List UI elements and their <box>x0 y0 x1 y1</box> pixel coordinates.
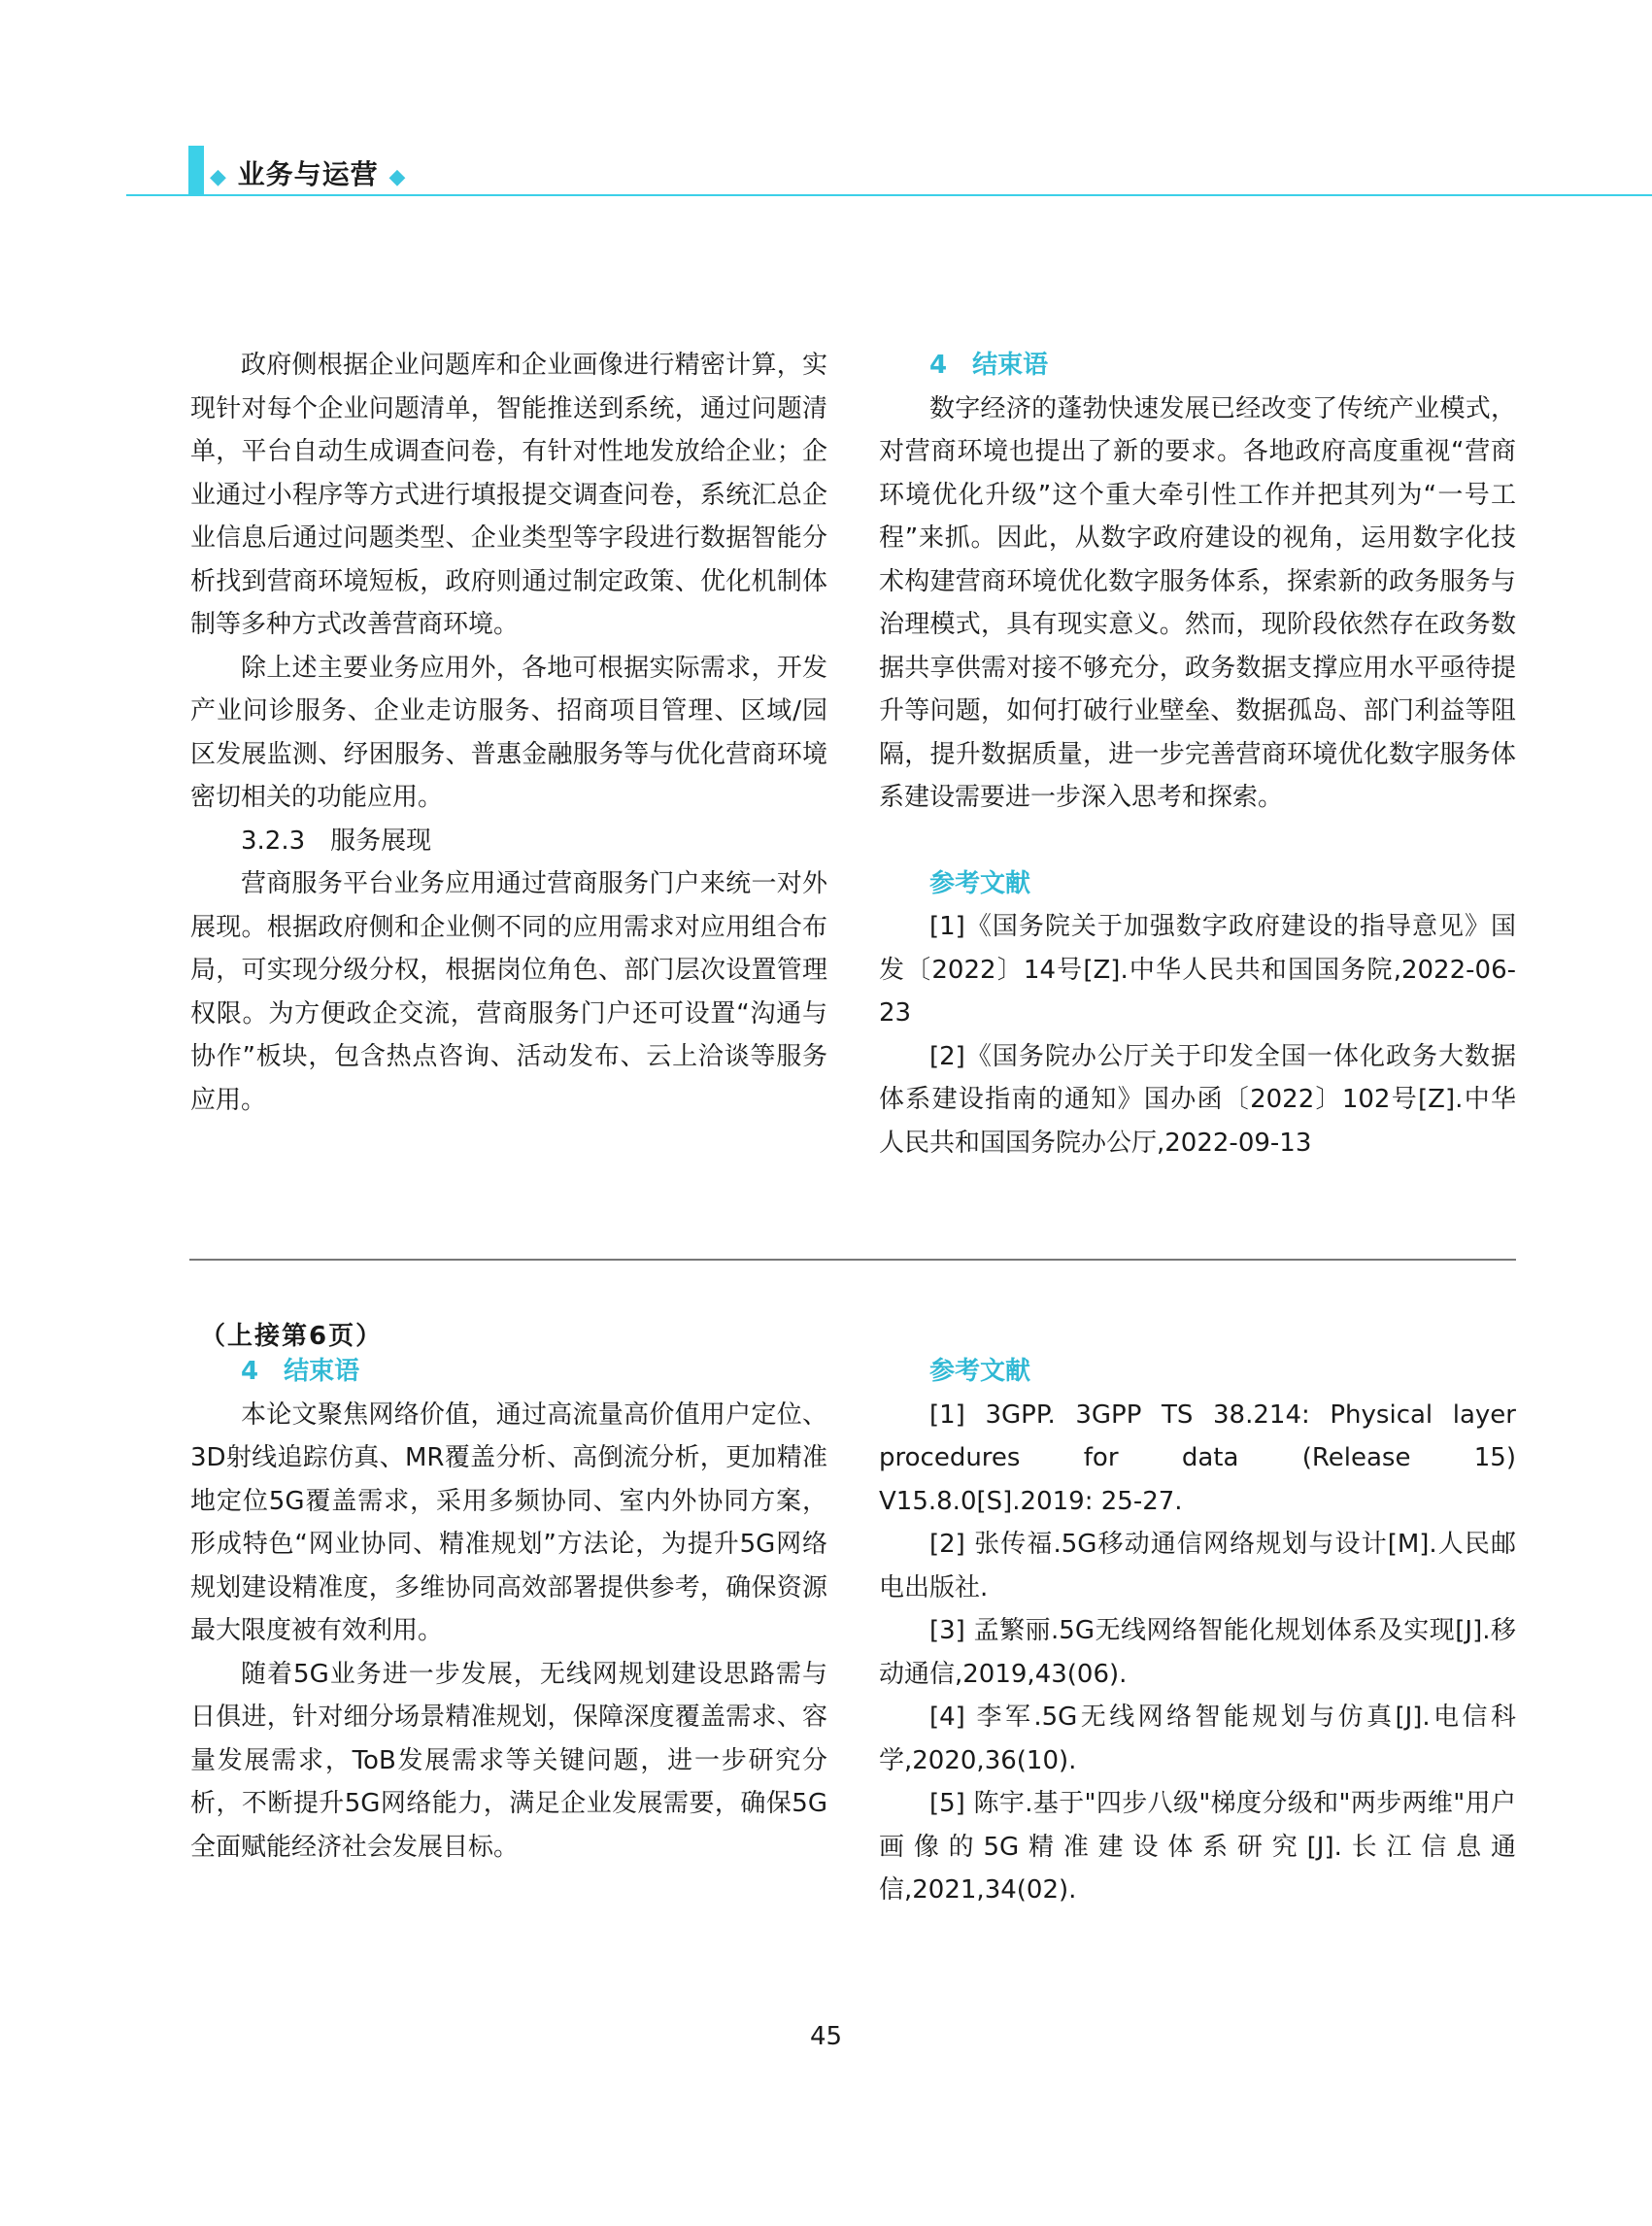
reference-item: [3] 孟繁丽.5G无线网络智能化规划体系及实现[J].移动通信,2019,43(06). <box>879 1616 1516 1689</box>
paragraph: 营商服务平台业务应用通过营商服务门户来统一对外展现。根据政府侧和企业侧不同的应用需求对应用组合布局，可实现分级分权，根据岗位角色、部门层次设置管理权限。为方便政企交流，营商服务门户还可设置“沟通与协作”板块，包含热点咨询、活动发布、云上洽谈等服务应用。 <box>190 869 827 1115</box>
references-heading: 参考文献 <box>929 868 1031 898</box>
conclusion-heading: 4 结束语 <box>241 1357 360 1386</box>
paragraph: 政府侧根据企业问题库和企业画像进行精密计算，实现针对每个企业问题清单，智能推送到系统，通过问题清单，平台自动生成调查问卷，有针对性地发放给企业；企业通过小程序等方式进行填报提交调查问卷，系统汇总企业信息后通过问题类型、企业类型等字段进行数据智能分析找到营商环境短板，政府则通过制定政策、优化机制体制等多种方式改善营商环境。 <box>190 351 827 639</box>
reference-item: [2]《国务院办公厅关于印发全国一体化政务大数据体系建设指南的通知》国办函〔2022〕102号[Z].中华人民共和国国务院办公厅,2022-09-13 <box>879 1041 1516 1158</box>
continued-note: （上接第6页） <box>200 1322 384 1351</box>
reference-item: [2] 张传福.5G移动通信网络规划与设计[M].人民邮电出版社. <box>879 1530 1516 1602</box>
paragraph: 随着5G业务进一步发展，无线网规划建设思路需与日俱进，针对细分场景精准规划，保障深度覆盖需求、容量发展需求，ToB发展需求等关键问题，进一步研究分析，不断提升5G网络能力，满足企业发展需要，确保5G全面赋能经济社会发展目标。 <box>190 1659 827 1862</box>
paragraph: 除上述主要业务应用外，各地可根据实际需求，开发产业问诊服务、企业走访服务、招商项目管理、区域/园区发展监测、纾困服务、普惠金融服务等与优化营商环境密切相关的功能应用。 <box>190 653 827 812</box>
conclusion-heading: 4 结束语 <box>929 351 1049 380</box>
header-accent-bar <box>188 146 204 194</box>
top-right-column <box>879 344 1516 1164</box>
reference-item: [4] 李军.5G无线网络智能规划与仿真[J].电信科学,2020,36(10). <box>879 1703 1516 1775</box>
subsection-heading: 3.2.3 服务展现 <box>241 826 432 856</box>
top-left-column <box>190 344 827 1122</box>
header-rule <box>126 194 1652 196</box>
conclusion-paragraph: 数字经济的蓬勃快速发展已经改变了传统产业模式，对营商环境也提出了新的要求。各地政府高度重视“营商环境优化升级”这个重大牵引性工作并把其列为“一号工程”来抓。因此，从数字政府建设的视角，运用数字化技术构建营商环境优化数字服务体系，探索新的政务服务与治理模式，具有现实意义。然而，现阶段依然存在政务数据共享供需对接不够充分，政务数据支撑应用水平亟待提升等问题，如何打破行业壁垒、数据孤岛、部门利益等阻隔，提升数据质量，进一步完善营商环境优化数字服务体系建设需要进一步深入思考和探索。 <box>879 393 1516 812</box>
reference-item: [1] 3GPP. 3GPP TS 38.214: Physical layer procedures for data (Release 15) V15.8.0[S].2019: 25-27. <box>879 1400 1516 1516</box>
section-title-text: 业务与运营 <box>237 158 379 190</box>
diamond-right-icon: ◆ <box>388 165 407 189</box>
reference-item: [5] 陈宇.基于"四步八级"梯度分级和"两步两维"用户画像的5G精准建设体系研究[J].长江信息通信,2021,34(02). <box>879 1789 1516 1905</box>
page-number: 45 <box>809 2022 843 2051</box>
diamond-left-icon: ◆ <box>210 165 227 189</box>
bottom-left-column <box>190 1350 827 1869</box>
section-divider <box>189 1259 1516 1261</box>
bottom-right-column <box>879 1350 1516 1912</box>
reference-item: [1]《国务院关于加强数字政府建设的指导意见》国发〔2022〕14号[Z].中华人民共和国国务院,2022-06-23 <box>879 912 1516 1028</box>
section-title <box>210 153 406 192</box>
paragraph: 本论文聚焦网络价值，通过高流量高价值用户定位、3D射线追踪仿真、MR覆盖分析、高倒流分析，更加精准地定位5G覆盖需求，采用多频协同、室内外协同方案，形成特色“网业协同、精准规划”方法论，为提升5G网络规划建设精准度，多维协同高效部署提供参考，确保资源最大限度被有效利用。 <box>190 1400 827 1645</box>
references-heading: 参考文献 <box>929 1357 1031 1386</box>
